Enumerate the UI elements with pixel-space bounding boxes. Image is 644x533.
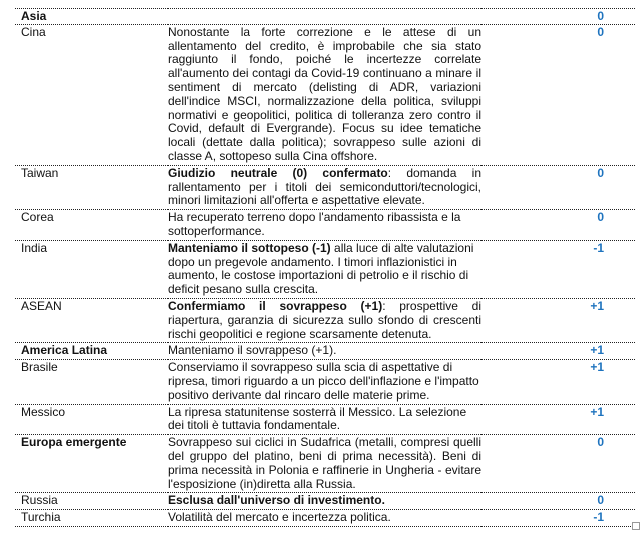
comment-text: : prospettive di riapertura, garanzia di sicurezza sullo sfondo di crescenti rischi geopolitici e regione scarsamente detenuta. bbox=[168, 298, 482, 341]
comment-text: Conserviamo il sovrappeso sulla scia di aspettative di ripresa, timori riguardo a un picco dell'inflazione e l'impatto positivo derivante dal rincaro delle materie prime. bbox=[168, 360, 479, 402]
region-comment bbox=[168, 343, 481, 360]
allocation-score: -1 bbox=[593, 510, 604, 525]
table-row bbox=[15, 9, 635, 25]
regional-allocation-table bbox=[15, 8, 635, 527]
table-resize-handle[interactable] bbox=[632, 522, 640, 530]
allocation-score: 0 bbox=[597, 435, 604, 450]
region-name: Russia bbox=[21, 493, 58, 508]
allocation-score: +1 bbox=[590, 360, 604, 375]
allocation-score: 0 bbox=[597, 9, 604, 23]
region-comment bbox=[168, 404, 481, 435]
allocation-score: +1 bbox=[590, 343, 604, 358]
comment-lead: Esclusa dall'universo di investimento. bbox=[168, 493, 385, 508]
comment-text: Volatilità del mercato e incertezza politica. bbox=[168, 510, 391, 525]
table-row bbox=[15, 493, 635, 510]
table-row bbox=[15, 343, 635, 360]
region-name: India bbox=[21, 240, 48, 255]
comment-lead: Manteniamo il sottopeso (-1) bbox=[168, 240, 331, 255]
comment-text: : domanda in rallentamento per i titoli dei semiconduttori/tecnologici, minori limitazioni all'offerta e aspettative elevate. bbox=[168, 165, 481, 208]
region-name: ASEAN bbox=[21, 298, 62, 313]
table-row bbox=[15, 24, 635, 165]
table-row bbox=[15, 210, 635, 241]
table-row bbox=[15, 360, 635, 404]
comment-text: La ripresa statunitense sosterrà il Messico. La selezione dei titoli è tuttavia fondamentale. bbox=[168, 404, 467, 433]
allocation-score: 0 bbox=[597, 165, 604, 180]
region-name: Corea bbox=[21, 210, 54, 225]
comment-text: Nonostante la forte correzione e le attese di un allentamento del credito, è improbabile che sia stato raggiunto il fondo, poiché le incertezze correlate all'aumento dei contagi da Covid-19 continuano a minare il sentiment di mercato (delisting di ADR, variazioni dell'indice MSCI, normalizzazione della politica, sviluppi normativi e geopolitici, politica di tolleranza zero contro il Covid, default di Evergrande). Focus su idee tematiche locali (dettate dalla politica); sovrappeso sulle azioni di classe A, sottopeso sulla Cina offshore. bbox=[168, 24, 481, 163]
region-comment bbox=[168, 360, 481, 404]
comment-text: Ha recuperato terreno dopo l'andamento ribassista e la sottoperformance. bbox=[168, 210, 461, 238]
allocation-score: 0 bbox=[597, 24, 604, 39]
region-name: Turchia bbox=[21, 510, 61, 525]
region-comment bbox=[168, 9, 481, 25]
region-name: America Latina bbox=[21, 343, 108, 358]
region-comment bbox=[168, 24, 481, 165]
table-row bbox=[15, 404, 635, 435]
region-comment bbox=[168, 298, 481, 342]
region-comment bbox=[168, 240, 481, 298]
region-comment bbox=[168, 210, 481, 241]
region-comment bbox=[168, 510, 481, 527]
comment-text: Sovrappeso sui ciclici in Sudafrica (metalli, compresi quelli del gruppo del platino, beni di prima necessità). Beni di prima necessità in Polonia e raffinerie in Ungheria - evitare l'esposizione (in)diretta alla Russia. bbox=[168, 435, 481, 491]
region-name: Taiwan bbox=[21, 165, 59, 180]
region-comment bbox=[168, 165, 481, 209]
comment-lead: Giudizio neutrale (0) confermato bbox=[168, 165, 388, 180]
table-row bbox=[15, 435, 635, 493]
region-name: Asia bbox=[21, 9, 47, 23]
allocation-score: 0 bbox=[597, 210, 604, 225]
comment-lead: Confermiamo il sovrappeso (+1) bbox=[168, 298, 383, 313]
allocation-score: -1 bbox=[593, 240, 604, 255]
allocation-score: +1 bbox=[590, 404, 604, 419]
region-name: Brasile bbox=[21, 360, 58, 375]
region-name: Messico bbox=[21, 404, 66, 419]
region-comment bbox=[168, 435, 481, 493]
comment-text: alla luce di alte valutazioni dopo un pregevole andamento. I timori inflazionistici in aumento, le costose importazioni di petrolio e il rischio di deficit pesano sulla crescita. bbox=[168, 240, 474, 297]
region-name: Europa emergente bbox=[21, 435, 127, 450]
table-row bbox=[15, 298, 635, 342]
allocation-score: +1 bbox=[590, 298, 604, 313]
region-name: Cina bbox=[21, 24, 46, 39]
table-row bbox=[15, 510, 635, 527]
allocation-score: 0 bbox=[597, 493, 604, 508]
comment-text: Manteniamo il sovrappeso (+1). bbox=[168, 343, 337, 358]
table-row bbox=[15, 240, 635, 298]
table-row bbox=[15, 165, 635, 209]
region-comment bbox=[168, 493, 481, 510]
